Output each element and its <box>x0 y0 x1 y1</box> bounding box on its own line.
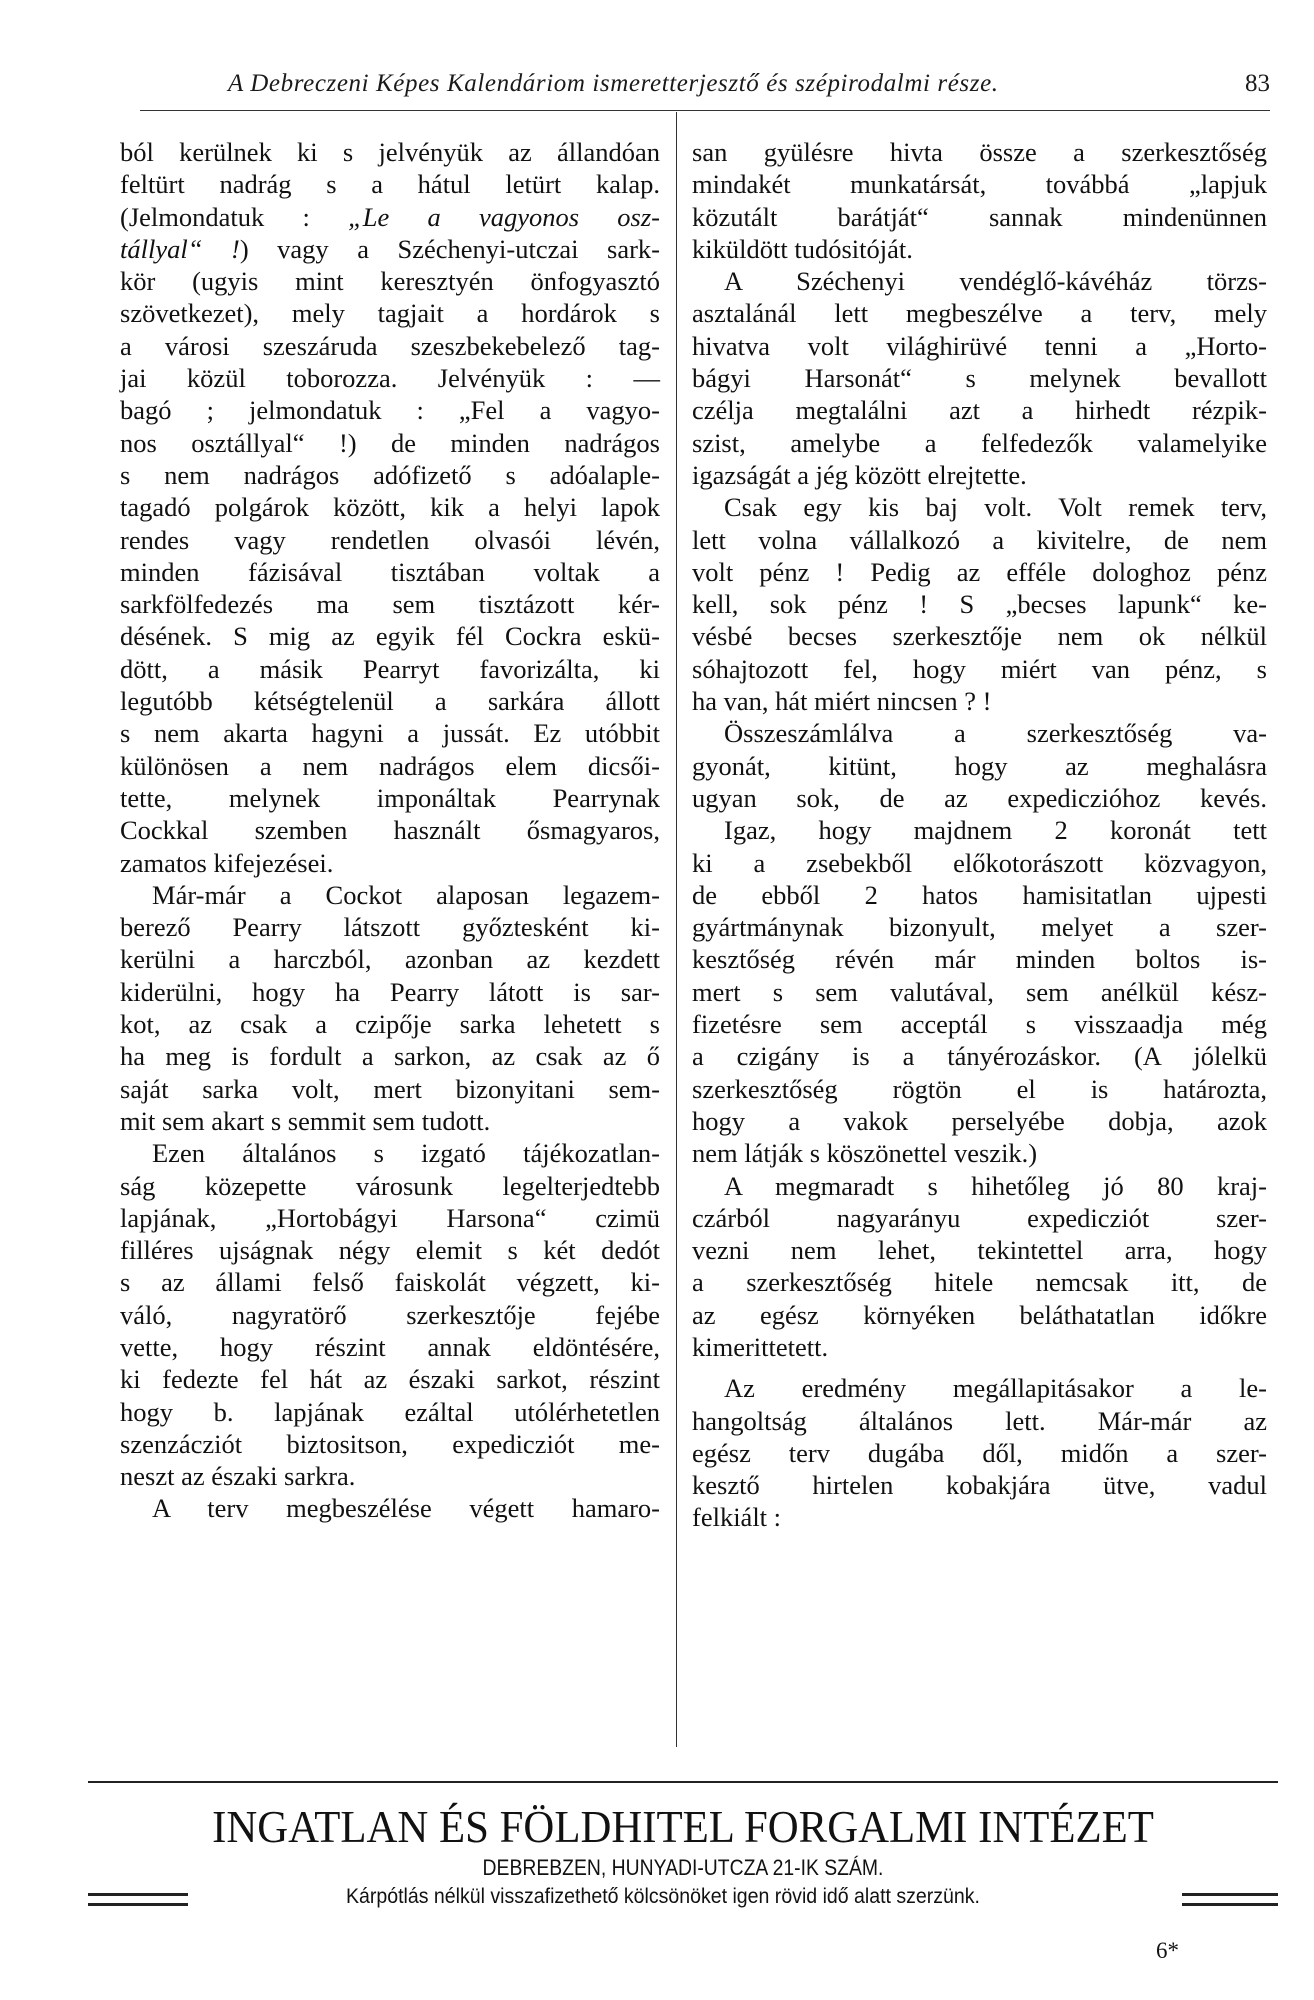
header-rule <box>140 110 1270 111</box>
text-line: dött, a másik Pearryt favorizálta, ki <box>120 653 660 684</box>
text-line: az egész környéken beláthatatlan időkre <box>692 1299 1267 1330</box>
text-line: berező Pearry látszott győztesként ki- <box>120 912 660 943</box>
advertisement-address: DEBREBZEN, HUNYADI-UTCZA 21-IK SZÁM. <box>482 1855 884 1880</box>
text-line: asztalánál lett megbeszélve a terv, mely <box>692 298 1267 329</box>
text-line: mert s sem valutával, sem anélkül kész- <box>692 976 1267 1007</box>
text-line: feltürt nadrág s a hátul letürt kalap. <box>120 169 660 200</box>
right-column <box>692 136 1267 1534</box>
text-line: fizetésre sem acceptál s visszaadja még <box>692 1009 1267 1040</box>
text-line: A megmaradt s hihetőleg jó 80 kraj- <box>724 1170 1267 1201</box>
text-line: gyonát, kitünt, hogy az meghalásra <box>692 750 1267 781</box>
text-line: különösen a nem nadrágos elem dicsői- <box>120 750 660 781</box>
text-line: a városi szeszáruda szeszbekebelező tag- <box>120 330 660 361</box>
text-line: ból kerülnek ki s jelvényük az állandóan <box>120 137 660 167</box>
text-line: nem látják s köszönettel veszik.) <box>692 1138 1038 1169</box>
double-rule-ornament-left <box>88 1893 188 1907</box>
text-line: hogy a vakok perselyébe dobja, azok <box>692 1105 1267 1136</box>
text-line: neszt az északi sarkra. <box>120 1461 356 1492</box>
text-line: szerkesztőség rögtön el is határozta, <box>692 1073 1267 1104</box>
text-line: a szerkesztőség hitele nemcsak itt, de <box>692 1267 1267 1298</box>
text-line: Összeszámlálva a szerkesztőség va- <box>724 718 1267 749</box>
text-line: Cockkal szemben használt ősmagyaros, <box>120 815 660 846</box>
text-line: zamatos kifejezései. <box>120 847 334 878</box>
text-line: kiküldött tudósitóját. <box>692 233 913 264</box>
text-line: s nem akarta hagyni a jussát. Ez utóbbit <box>120 718 660 749</box>
text-line: ugyan sok, de az expediczióhoz kevés. <box>692 782 1267 813</box>
text-line: tagadó polgárok között, kik a helyi lapok <box>120 492 660 523</box>
text-line: mindakét munkatársát, továbbá „lapjuk <box>692 169 1267 200</box>
text-line: rendes vagy rendetlen olvasói lévén, <box>120 524 660 555</box>
text-line: ha meg is fordult a sarkon, az csak az ő <box>120 1041 660 1072</box>
text-line: désének. S mig az egyik fél Cockra eskü- <box>120 621 660 652</box>
text-line: sóhajtozott fel, hogy miért van pénz, s <box>692 653 1267 684</box>
italic-text-run: „Le a vagyonos osz- <box>348 201 660 232</box>
text-line: váló, nagyratörő szerkesztője fejébe <box>120 1299 660 1330</box>
text-line: s az állami felső faiskolát végzett, ki- <box>120 1267 660 1298</box>
text-line: Már-már a Cockot alaposan legazem- <box>152 879 660 910</box>
text-line: ság közepette városunk legelterjedtebb <box>120 1170 660 1201</box>
text-line: Csak egy kis baj volt. Volt remek terv, <box>724 492 1267 523</box>
text-line: legutóbb kétségtelenül a sarkára állott <box>120 686 660 717</box>
text-line: de ebből 2 hatos hamisitatlan ujpesti <box>692 879 1267 910</box>
advertisement-slogan: Kárpótlás nélkül visszafizethető kölcsönöket igen rövid idő alatt szerzünk. <box>346 1885 980 1908</box>
text-line: szenzácziót biztositson, expedicziót me- <box>120 1428 660 1459</box>
text-line: kesztőség révén már minden boltos is- <box>692 944 1267 975</box>
text-line: nos osztállyal“ !) de minden nadrágos <box>120 427 660 458</box>
text-line: filléres ujságnak négy elemit s két dedót <box>120 1235 660 1266</box>
text-line: kiderülni, hogy ha Pearry látott is sar- <box>120 976 660 1007</box>
running-header <box>140 70 1270 110</box>
text-line: Ezen általános s izgató tájékozatlan- <box>152 1138 660 1169</box>
double-rule-ornament-right <box>1182 1893 1278 1907</box>
text-line: kör (ugyis mint keresztyén önfogyasztó <box>120 266 660 297</box>
italic-text-run: tállyal“ ! <box>120 233 240 264</box>
text-line: Igaz, hogy majdnem 2 koronát tett <box>724 815 1267 846</box>
page-number: 83 <box>1245 70 1270 97</box>
column-divider <box>676 112 677 1747</box>
text-line: egész terv dugába dől, midőn a szer- <box>692 1437 1267 1468</box>
text-line: A Széchenyi vendéglő-kávéház törzs- <box>724 266 1267 297</box>
text-line: kesztő hirtelen kobakjára ütve, vadul <box>692 1470 1267 1501</box>
running-header-title: A Debreczeni Képes Kalendáriom ismeretterjesztő és szépirodalmi része. <box>228 70 999 97</box>
text-line: A terv megbeszélése végett hamaro- <box>152 1493 660 1524</box>
text-line: sarkfölfedezés ma sem tisztázott kér- <box>120 589 660 620</box>
text-line: ki fedezte fel hát az északi sarkot, részint <box>120 1364 660 1395</box>
text-line: s nem nadrágos adófizető s adóalaple- <box>120 459 660 490</box>
text-line: jai közül toborozza. Jelvényük : — <box>120 363 660 394</box>
text-line: a czigány is a tányérozáskor. (A jólelkü <box>692 1041 1267 1072</box>
advertisement-rule <box>88 1781 1278 1783</box>
text-line: ha van, hát miért nincsen ? ! <box>692 686 992 717</box>
text-line: minden fázisával tisztában voltak a <box>120 556 660 587</box>
text-run: (Jelmondatuk : <box>120 201 349 232</box>
text-line: volt pénz ! Pedig az efféle dologhoz pénz <box>692 556 1267 587</box>
text-line: lett volna vállalkozó a kivitelre, de nem <box>692 524 1267 555</box>
text-line: kimerittetett. <box>692 1331 829 1362</box>
text-line: san gyülésre hivta össze a szerkesztőség <box>692 137 1267 167</box>
text-line: hogy b. lapjának ezáltal utólérhetetlen <box>120 1396 660 1427</box>
left-column <box>120 136 660 1525</box>
text-line: kerülni a harczból, azonban az kezdett <box>120 944 660 975</box>
text-line: bagó ; jelmondatuk : „Fel a vagyo- <box>120 395 660 426</box>
signature-mark: 6* <box>1156 1938 1179 1963</box>
text-line: igazságát a jég között elrejtette. <box>692 459 1027 490</box>
text-line: lapjának, „Hortobágyi Harsona“ czimü <box>120 1202 660 1233</box>
text-line: kot, az csak a czipője sarka lehetett s <box>120 1009 660 1040</box>
text-line: ki a zsebekből előkotorászott közvagyon, <box>692 847 1267 878</box>
text-line: szist, amelybe a felfedezők valamelyike <box>692 427 1267 458</box>
text-line: hangoltság általános lett. Már-már az <box>692 1405 1267 1436</box>
advertisement-slogan-row <box>88 1885 1278 1915</box>
text-line: felkiált : <box>692 1502 782 1533</box>
text-line: vette, hogy részint annak eldöntésére, <box>120 1331 660 1362</box>
text-line: hivatva volt világhirüvé tenni a „Horto- <box>692 330 1267 361</box>
text-line: gyártmánynak bizonyult, melyet a szer- <box>692 912 1267 943</box>
advertisement-title: INGATLAN ÉS FÖLDHITEL FORGALMI INTÉZET <box>212 1801 1154 1852</box>
text-line: bágyi Harsonát“ s melynek bevallott <box>692 363 1267 394</box>
text-line: tette, melynek imponáltak Pearrynak <box>120 782 660 813</box>
text-line: czélja megtalálni azt a hirhedt rézpik- <box>692 395 1267 426</box>
text-line <box>120 201 660 233</box>
text-line <box>120 233 660 265</box>
text-line: kell, sok pénz ! S „becses lapunk“ ke- <box>692 589 1267 620</box>
text-line: vezni nem lehet, tekintettel arra, hogy <box>692 1235 1267 1266</box>
text-line: Az eredmény megállapitásakor a le- <box>724 1373 1267 1404</box>
text-line: saját sarka volt, mert bizonyitani sem- <box>120 1073 660 1104</box>
text-line: szövetkezet), mely tagjait a hordárok s <box>120 298 660 329</box>
text-line: czárból nagyarányu expedicziót szer- <box>692 1202 1267 1233</box>
text-line: vésbé becses szerkesztője nem ok nélkül <box>692 621 1267 652</box>
text-run: ) vagy a Széchenyi-utczai sark- <box>239 233 660 264</box>
text-line: közutált barátját“ sannak mindenünnen <box>692 201 1267 232</box>
text-line: mit sem akart s semmit sem tudott. <box>120 1105 491 1136</box>
